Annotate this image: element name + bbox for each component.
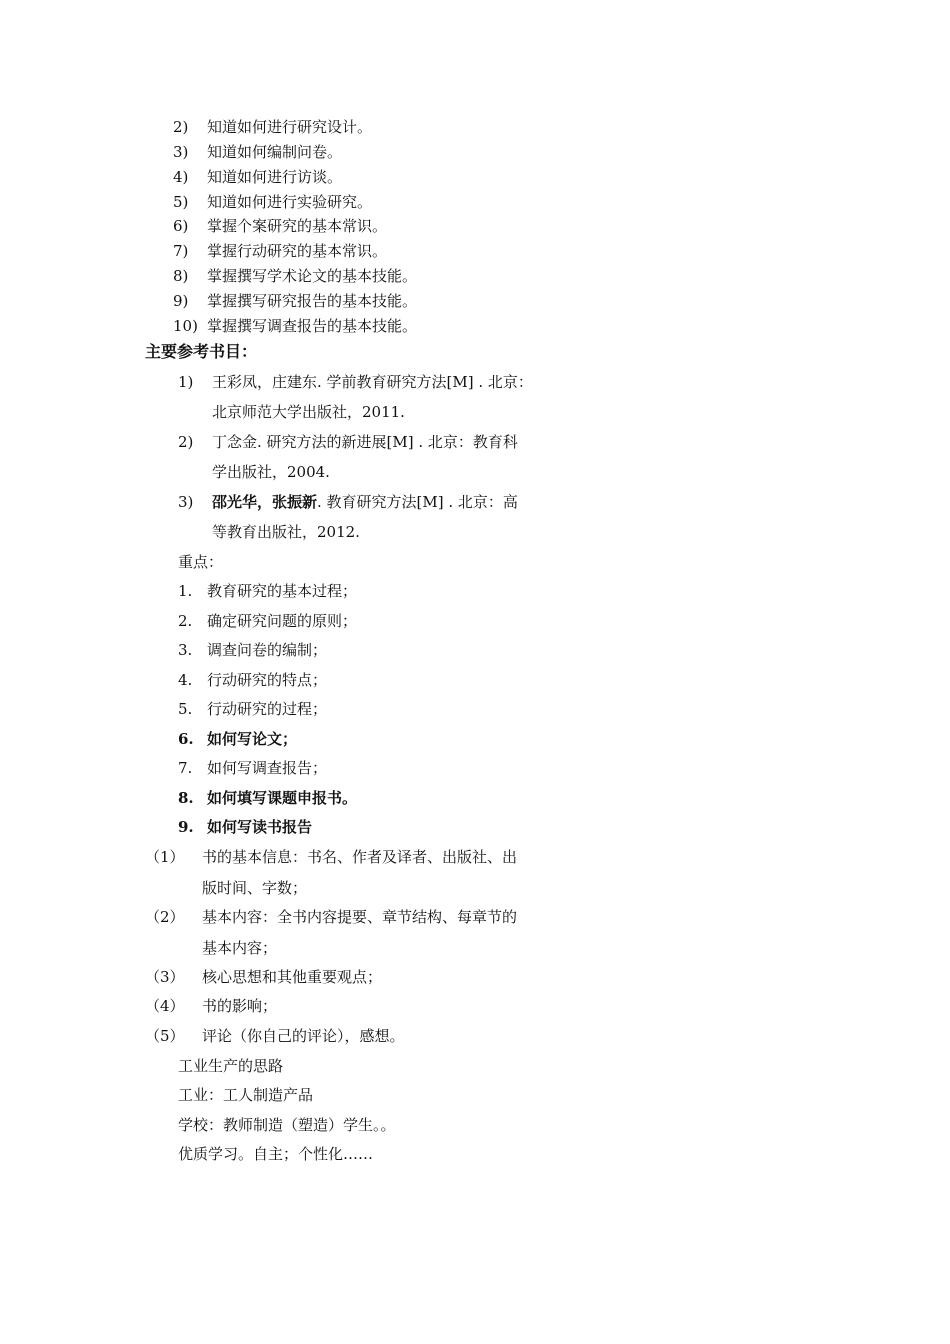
reference-author: 王彩凤，庄建东	[212, 373, 318, 391]
reference-number: 2)	[178, 433, 194, 451]
reference-author: 邵光华，张振新	[212, 493, 318, 511]
key-point: 如何写调查报告；	[207, 759, 328, 777]
reference-line	[212, 432, 518, 452]
list-number: 6)	[173, 217, 189, 235]
reference-line	[212, 492, 518, 512]
reference-line	[212, 372, 533, 392]
list-item: 掌握撰写学术论文的基本技能。	[207, 267, 418, 285]
note-line: 学校：教师制造（塑造）学生。。	[178, 1116, 396, 1134]
key-point-number: 7.	[178, 759, 193, 777]
list-item: 知道如何进行研究设计。	[207, 118, 373, 136]
list-item: 掌握撰写调查报告的基本技能。	[207, 317, 418, 335]
key-point-number: 2.	[178, 612, 193, 630]
key-point-number: 3.	[178, 641, 193, 659]
report-item-continuation: 基本内容；	[202, 939, 278, 957]
list-number: 8)	[173, 267, 189, 285]
key-point: 如何填写课题申报书。	[207, 789, 358, 807]
key-point: 确定研究问题的原则；	[207, 612, 358, 630]
key-point-number: 8.	[178, 789, 194, 807]
report-item: 书的影响；	[202, 997, 278, 1015]
report-item-number: （3）	[145, 968, 185, 986]
report-item-continuation: 版时间、字数；	[202, 879, 308, 897]
list-number: 2)	[173, 118, 189, 136]
reference-line: 等教育出版社，2012.	[212, 523, 360, 541]
key-point: 如何写论文；	[207, 730, 298, 748]
report-item: 书的基本信息：书名、作者及译者、出版社、出	[202, 848, 518, 866]
list-number: 9)	[173, 292, 189, 310]
list-number: 4)	[173, 168, 189, 186]
reference-line: 北京师范大学出版社，2011.	[212, 403, 405, 421]
list-item: 掌握撰写研究报告的基本技能。	[207, 292, 418, 310]
report-item-number: （1）	[145, 848, 185, 866]
report-item-number: （4）	[145, 997, 185, 1015]
list-item: 掌握行动研究的基本常识。	[207, 242, 388, 260]
list-number: 5)	[173, 193, 189, 211]
list-number: 3)	[173, 143, 189, 161]
reference-number: 3)	[178, 493, 194, 511]
reference-text: . 研究方法的新进展[M] . 北京：教育科	[257, 433, 518, 451]
list-number: 7)	[173, 242, 189, 260]
reference-number: 1)	[178, 373, 194, 391]
key-point: 调查问卷的编制；	[207, 641, 328, 659]
key-point-number: 9.	[178, 818, 194, 836]
report-item-number: （2）	[145, 908, 185, 926]
note-line: 工业：工人制造产品	[178, 1086, 314, 1104]
report-item: 基本内容：全书内容提要、章节结构、每章节的	[202, 908, 518, 926]
key-point-number: 4.	[178, 671, 193, 689]
list-item: 知道如何编制问卷。	[207, 143, 343, 161]
reference-author: 丁念金	[212, 433, 258, 451]
report-item-number: （5）	[145, 1027, 185, 1045]
key-point: 教育研究的基本过程；	[207, 582, 358, 600]
reference-line: 学出版社，2004.	[212, 463, 330, 481]
reference-text: . 教育研究方法[M] . 北京：高	[317, 493, 518, 511]
list-item: 掌握个案研究的基本常识。	[207, 217, 388, 235]
key-point: 如何写读书报告	[207, 818, 313, 836]
references-heading: 主要参考书目：	[145, 342, 258, 361]
list-item: 知道如何进行访谈。	[207, 168, 343, 186]
note-line: 工业生产的思路	[178, 1057, 284, 1075]
reference-text: . 学前教育研究方法[M] . 北京：	[317, 373, 533, 391]
list-item: 知道如何进行实验研究。	[207, 193, 373, 211]
key-points-label: 重点：	[178, 553, 224, 571]
key-point: 行动研究的特点；	[207, 671, 328, 689]
report-item: 核心思想和其他重要观点；	[202, 968, 383, 986]
report-item: 评论（你自己的评论），感想。	[202, 1027, 405, 1045]
key-point-number: 1.	[178, 582, 193, 600]
key-point-number: 6.	[178, 730, 194, 748]
key-point: 行动研究的过程；	[207, 700, 328, 718]
note-line: 优质学习。自主；个性化……	[178, 1145, 374, 1163]
key-point-number: 5.	[178, 700, 193, 718]
list-number: 10)	[173, 317, 198, 335]
